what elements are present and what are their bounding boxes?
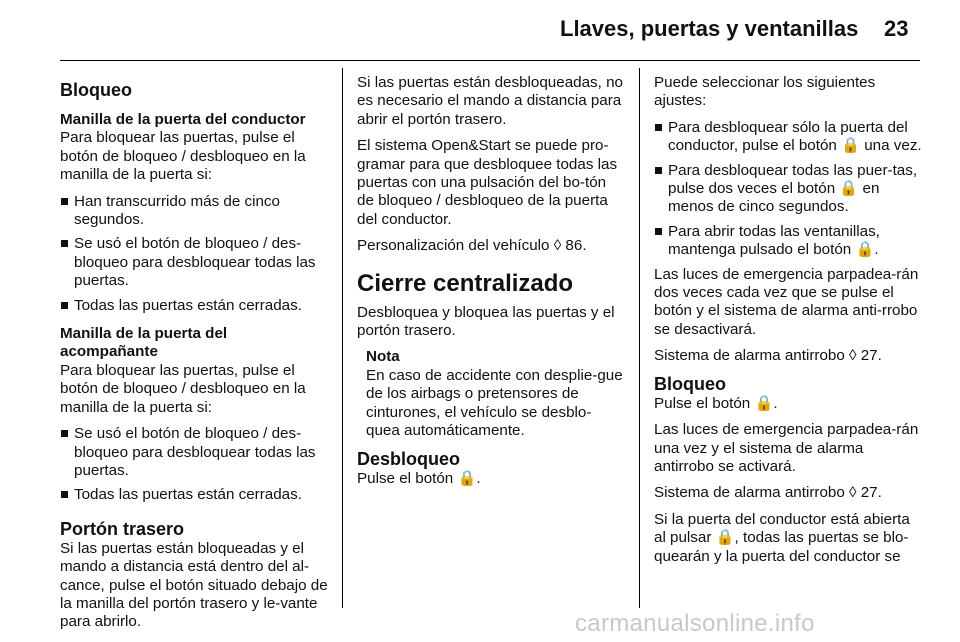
paragraph-desbloqueo: Pulse el botón 🔒. [357, 469, 481, 487]
column-divider-2 [639, 68, 640, 608]
column-right [654, 74, 924, 574]
cross-reference-alarm: Sistema de alarma antirrobo ◊ 27. [654, 347, 882, 365]
paragraph-open-start: El sistema Open&Start se puede pro-gramar para que desbloquee todas las puertas con una pulsación del bo-tón de bloqueo / desbloqueo de la puerta del conductor. [357, 137, 618, 228]
bullet-list-driver [60, 193, 328, 315]
cross-reference-personalization: Personalización del vehículo ◊ 86. [357, 237, 587, 255]
list-item: Para desbloquear sólo la puerta del conductor, pulse el botón 🔒 una vez. [654, 119, 924, 156]
section-heading-bloqueo-right: Bloqueo [654, 373, 726, 394]
note-box [357, 348, 625, 440]
paragraph-press-lock: Pulse el botón 🔒. [654, 394, 778, 412]
header-divider [60, 60, 920, 61]
note-title: Nota [366, 348, 400, 366]
paragraph-unlocked-tailgate: Si las puertas están desbloqueadas, no es necesario el mando a distancia para abrir el portón trasero. [357, 74, 623, 128]
paragraph-central-locking: Desbloquea y bloquea las puertas y el portón trasero. [357, 303, 615, 340]
column-left [60, 74, 328, 640]
note-text: En caso de accidente con desplie-gue de los airbags o pretensores de cinturones, el vehículo se desblo-quea automáticamente. [366, 366, 623, 440]
paragraph-driver-door-open: Si la puerta del conductor está abierta al pulsar 🔒, todas las puertas se blo-quearán y la puerta del conductor se [654, 510, 910, 565]
subheading-driver-handle: Manilla de la puerta del conductor [60, 111, 306, 128]
bullet-list-settings [654, 119, 924, 260]
list-item: Para desbloquear todas las puer-tas, pulse dos veces el botón 🔒 en menos de cinco segundos. [654, 162, 924, 217]
section-heading-tailgate: Portón trasero [60, 518, 185, 539]
list-item: Todas las puertas están cerradas. [60, 486, 328, 504]
section-heading-desbloqueo: Desbloqueo [357, 448, 461, 469]
column-divider-1 [342, 68, 343, 608]
list-item: Han transcurrido más de cinco segundos. [60, 193, 328, 230]
paragraph-settings-intro: Puede seleccionar los siguientes ajustes: [654, 74, 876, 110]
list-item: Se usó el botón de bloqueo / des-bloqueo para desbloquear todas las puertas. [60, 425, 328, 480]
watermark-text: carmanualsonline.info [575, 610, 815, 637]
paragraph-hazard-lock: Las luces de emergencia parpadea-rán una vez y el sistema de alarma antirrobo se activará. [654, 421, 919, 475]
column-middle [357, 74, 625, 496]
page-header-title: Llaves, puertas y ventanillas [560, 16, 859, 41]
cross-reference-alarm-2: Sistema de alarma antirrobo ◊ 27. [654, 484, 882, 502]
section-heading-bloqueo: Bloqueo [60, 80, 132, 100]
subheading-passenger-handle: Manilla de la puerta del acompañante [60, 325, 228, 361]
list-item: Todas las puertas están cerradas. [60, 297, 328, 315]
section-heading-central-locking: Cierre centralizado [357, 269, 574, 297]
list-item: Se usó el botón de bloqueo / des-bloqueo para desbloquear todas las puertas. [60, 235, 328, 290]
paragraph-driver-handle: Para bloquear las puertas, pulse el botón de bloqueo / desbloqueo en la manilla de la puerta si: [60, 129, 306, 184]
paragraph-passenger-handle: Para bloquear las puertas, pulse el botón de bloqueo / desbloqueo en la manilla de la puerta si: [60, 361, 306, 416]
bullet-list-passenger [60, 425, 328, 505]
list-item: Para abrir todas las ventanillas, mantenga pulsado el botón 🔒. [654, 223, 924, 260]
page-number: 23 [884, 16, 909, 41]
paragraph-tailgate: Si las puertas están bloqueadas y el mando a distancia está dentro del al-cance, pulse el botón situado debajo de la manilla del portón trasero y le-vante para abrirlo. [60, 539, 328, 631]
paragraph-hazard-unlock: Las luces de emergencia parpadea-rán dos veces cada vez que se pulse el botón y el sistema de alarma anti-rrobo se desactivará. [654, 265, 919, 338]
